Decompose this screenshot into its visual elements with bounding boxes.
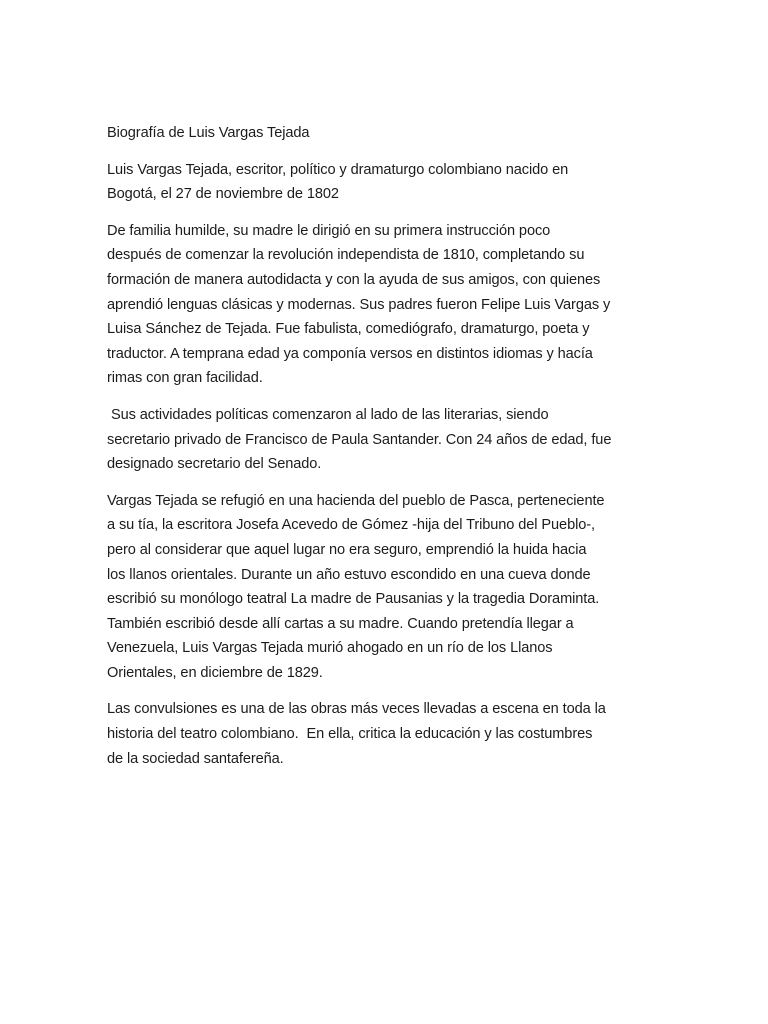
paragraph-line: traductor. A temprana edad ya componía versos en distintos idiomas y hacía	[107, 345, 593, 362]
paragraph	[107, 697, 687, 771]
paragraph-line: Luis Vargas Tejada, escritor, político y dramaturgo colombiano nacido en	[107, 161, 569, 178]
paragraph-line: de la sociedad santafereña.	[107, 750, 284, 767]
paragraph-list	[107, 158, 687, 772]
paragraph-line: También escribió desde allí cartas a su madre. Cuando pretendía llegar a	[107, 615, 574, 632]
paragraph-line: los llanos orientales. Durante un año estuvo escondido en una cueva donde	[107, 566, 591, 583]
document-title: Biografía de Luis Vargas Tejada	[107, 125, 310, 141]
paragraph	[107, 403, 687, 477]
paragraph-line: a su tía, la escritora Josefa Acevedo de Gómez -hija del Tribuno del Pueblo-,	[107, 517, 595, 534]
paragraph	[107, 489, 687, 686]
paragraph	[107, 158, 687, 207]
paragraph-line: Luisa Sánchez de Tejada. Fue fabulista, comediógrafo, dramaturgo, poeta y	[107, 321, 590, 338]
paragraph-line: Orientales, en diciembre de 1829.	[107, 664, 323, 681]
paragraph-line: rimas con gran facilidad.	[107, 370, 263, 387]
paragraph-line: después de comenzar la revolución independista de 1810, completando su	[107, 247, 585, 264]
paragraph-line: secretario privado de Francisco de Paula Santander. Con 24 años de edad, fue	[107, 431, 612, 448]
paragraph-line: formación de manera autodidacta y con la ayuda de sus amigos, con quienes	[107, 271, 601, 288]
paragraph-line: historia del teatro colombiano. En ella, critica la educación y las costumbres	[107, 726, 593, 743]
paragraph	[107, 219, 687, 391]
paragraph-line: Sus actividades políticas comenzaron al lado de las literarias, siendo	[107, 406, 549, 423]
paragraph-line: Las convulsiones es una de las obras más veces llevadas a escena en toda la	[107, 701, 606, 718]
paragraph-line: escribió su monólogo teatral La madre de Pausanias y la tragedia Doraminta.	[107, 591, 600, 608]
paragraph-line: pero al considerar que aquel lugar no era seguro, emprendió la huida hacia	[107, 541, 587, 558]
paragraph-line: Vargas Tejada se refugió en una hacienda del pueblo de Pasca, perteneciente	[107, 492, 605, 509]
document-body	[107, 121, 687, 783]
paragraph-line: aprendió lenguas clásicas y modernas. Sus padres fueron Felipe Luis Vargas y	[107, 296, 611, 313]
paragraph-line: Bogotá, el 27 de noviembre de 1802	[107, 186, 339, 203]
paragraph-line: De familia humilde, su madre le dirigió en su primera instrucción poco	[107, 222, 551, 239]
paragraph-line: Venezuela, Luis Vargas Tejada murió ahogado en un río de los Llanos	[107, 640, 553, 657]
paragraph-line: designado secretario del Senado.	[107, 456, 322, 473]
